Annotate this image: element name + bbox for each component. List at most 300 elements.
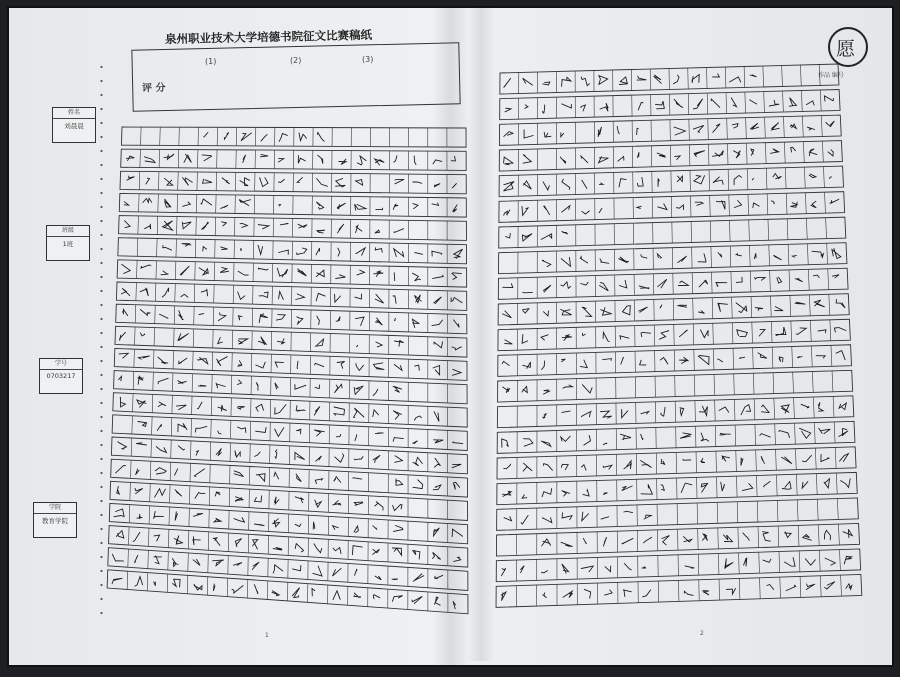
handwritten-glyph xyxy=(523,362,531,368)
handwritten-glyph xyxy=(767,585,774,590)
handwritten-glyph xyxy=(698,254,706,262)
grid-cell-divider xyxy=(728,169,729,190)
handwritten-glyph xyxy=(433,552,441,559)
handwritten-glyph xyxy=(643,590,651,597)
handwritten-glyph xyxy=(316,293,325,301)
handwritten-glyph xyxy=(524,181,532,189)
handwritten-glyph xyxy=(336,179,346,187)
handwritten-glyph xyxy=(619,179,626,187)
grid-cell-divider xyxy=(838,524,839,545)
grid-cell-divider xyxy=(137,238,138,256)
grid-cell-divider xyxy=(713,349,714,370)
handwritten-glyph xyxy=(333,501,341,505)
handwritten-glyph xyxy=(317,316,320,325)
grid-cell-divider xyxy=(820,90,821,111)
handwritten-glyph xyxy=(116,531,124,539)
handwritten-glyph xyxy=(674,75,680,84)
handwritten-glyph xyxy=(338,248,340,256)
handwritten-glyph xyxy=(259,314,268,323)
handwritten-glyph xyxy=(221,247,228,250)
class-box-value: 1班 xyxy=(62,240,74,248)
handwritten-glyph xyxy=(215,492,220,496)
handwritten-glyph xyxy=(544,390,550,394)
handwritten-glyph xyxy=(504,182,515,191)
handwritten-glyph xyxy=(656,101,665,109)
handwritten-glyph xyxy=(524,130,533,138)
grid-cell-divider xyxy=(833,396,834,417)
handwritten-glyph xyxy=(161,271,169,275)
handwritten-glyph xyxy=(375,294,383,303)
handwritten-glyph xyxy=(678,256,687,262)
handwritten-glyph xyxy=(238,292,245,300)
handwritten-glyph xyxy=(412,596,422,603)
handwritten-glyph xyxy=(737,330,748,337)
grid-cell-divider xyxy=(734,374,735,395)
handwritten-glyph xyxy=(541,335,548,340)
handwritten-glyph xyxy=(298,269,307,276)
grid-cell-divider xyxy=(139,171,140,189)
handwritten-glyph xyxy=(312,589,315,596)
handwritten-glyph xyxy=(218,337,223,343)
handwritten-glyph xyxy=(639,286,649,289)
handwritten-glyph xyxy=(730,77,741,82)
handwritten-glyph xyxy=(736,303,747,313)
handwritten-glyph xyxy=(144,157,155,163)
handwritten-glyph xyxy=(333,548,341,554)
handwritten-glyph xyxy=(354,502,362,505)
seal-caption: 作品 编号 xyxy=(818,72,844,79)
handwritten-glyph xyxy=(543,413,547,418)
handwritten-glyph xyxy=(605,590,613,595)
grid-cell-divider xyxy=(831,345,832,366)
grid-cell-divider xyxy=(811,346,812,367)
handwritten-glyph xyxy=(834,328,846,332)
handwritten-glyph xyxy=(561,309,572,315)
handwritten-glyph xyxy=(434,458,440,467)
handwritten-glyph xyxy=(523,155,531,164)
handwritten-glyph xyxy=(413,480,423,489)
grid-cell-divider xyxy=(840,550,841,571)
handwritten-glyph xyxy=(136,469,140,475)
handwritten-glyph xyxy=(503,311,512,318)
handwritten-glyph xyxy=(120,398,125,408)
grid-cell-divider xyxy=(149,506,150,524)
handwritten-glyph xyxy=(844,556,851,564)
handwritten-glyph xyxy=(722,456,729,461)
handwritten-glyph xyxy=(163,221,173,230)
handwritten-glyph xyxy=(753,203,759,208)
handwritten-glyph xyxy=(194,469,204,477)
handwritten-glyph xyxy=(216,449,221,456)
handwritten-glyph xyxy=(183,178,193,186)
handwritten-glyph xyxy=(580,360,587,368)
handwritten-glyph xyxy=(354,526,358,533)
handwritten-glyph xyxy=(734,151,741,158)
handwritten-glyph xyxy=(273,565,283,573)
handwritten-glyph xyxy=(243,155,246,163)
handwritten-glyph xyxy=(599,76,608,85)
handwritten-glyph xyxy=(581,566,593,572)
handwritten-glyph xyxy=(238,316,242,321)
grid-cell-divider xyxy=(747,169,748,190)
handwritten-glyph xyxy=(599,183,603,184)
grid-cell-divider xyxy=(140,149,141,167)
grid-cell-divider xyxy=(787,219,788,240)
grid-cell-divider xyxy=(738,527,739,548)
handwritten-glyph xyxy=(315,339,323,346)
handwritten-glyph xyxy=(637,128,639,134)
handwritten-glyph xyxy=(314,406,320,415)
handwritten-glyph xyxy=(560,157,565,163)
handwritten-glyph xyxy=(763,532,771,542)
handwritten-glyph xyxy=(238,271,248,275)
handwritten-glyph xyxy=(563,591,572,597)
handwritten-glyph xyxy=(544,132,551,137)
grid-cell-divider xyxy=(755,424,756,445)
handwritten-glyph xyxy=(158,378,168,384)
handwritten-glyph xyxy=(839,403,846,410)
grid-cell-divider xyxy=(714,374,715,395)
handwritten-glyph xyxy=(830,177,832,179)
handwritten-glyph xyxy=(165,199,171,207)
handwritten-glyph xyxy=(253,540,258,550)
handwritten-glyph xyxy=(813,275,819,277)
grid-cell-divider xyxy=(820,576,821,597)
handwritten-glyph xyxy=(622,538,633,544)
grid-cell-divider xyxy=(750,271,751,292)
handwritten-glyph xyxy=(641,461,652,468)
handwritten-glyph xyxy=(562,491,570,497)
handwritten-glyph xyxy=(413,457,422,466)
handwritten-glyph xyxy=(356,317,365,326)
handwritten-glyph xyxy=(601,308,612,316)
grid-cell-divider xyxy=(826,218,827,239)
handwritten-glyph xyxy=(275,428,284,437)
grid-cell-divider xyxy=(154,328,155,346)
grid-cell-divider xyxy=(156,261,157,279)
handwritten-glyph xyxy=(316,202,323,209)
handwritten-glyph xyxy=(795,302,806,304)
handwritten-glyph xyxy=(373,526,377,530)
grid-cell-divider xyxy=(159,149,160,167)
handwritten-glyph xyxy=(736,254,742,256)
grid-cell-divider xyxy=(795,449,796,470)
handwritten-glyph xyxy=(240,223,247,227)
handwritten-glyph xyxy=(724,535,733,542)
handwritten-glyph xyxy=(175,469,178,476)
handwritten-glyph xyxy=(562,513,572,520)
handwritten-glyph xyxy=(501,568,505,575)
handwritten-glyph xyxy=(543,464,552,471)
handwritten-glyph xyxy=(297,248,307,255)
grid-cell-divider xyxy=(815,448,816,469)
handwritten-glyph xyxy=(140,288,148,296)
handwritten-glyph xyxy=(544,206,550,215)
handwritten-glyph xyxy=(235,539,241,547)
handwritten-glyph xyxy=(258,337,266,345)
grid-cell-divider xyxy=(739,553,740,574)
handwritten-glyph xyxy=(637,76,646,80)
handwritten-glyph xyxy=(617,126,619,133)
grid-cell-divider xyxy=(825,192,826,213)
handwritten-glyph xyxy=(235,497,243,502)
handwritten-glyph xyxy=(584,436,591,446)
handwritten-glyph xyxy=(695,202,703,205)
handwritten-glyph xyxy=(725,559,733,569)
handwritten-glyph xyxy=(117,486,120,494)
handwritten-glyph xyxy=(721,482,725,491)
handwritten-glyph xyxy=(375,230,379,233)
handwritten-glyph xyxy=(601,517,609,519)
handwritten-glyph xyxy=(261,135,267,142)
handwritten-glyph xyxy=(120,332,126,340)
handwritten-glyph xyxy=(256,474,265,481)
grid-cell-divider xyxy=(789,270,790,291)
handwritten-glyph xyxy=(657,153,665,157)
handwritten-glyph xyxy=(220,268,229,273)
grid-cell-divider xyxy=(157,216,158,234)
handwritten-glyph xyxy=(193,559,200,565)
handwritten-glyph xyxy=(453,482,459,489)
handwritten-glyph xyxy=(135,577,143,587)
grid-cell-divider xyxy=(727,144,728,165)
handwritten-glyph xyxy=(674,99,683,107)
handwritten-glyph xyxy=(154,535,160,541)
handwritten-glyph xyxy=(521,516,528,525)
handwritten-glyph xyxy=(184,154,191,162)
handwritten-glyph xyxy=(277,339,284,344)
handwritten-glyph xyxy=(542,361,545,370)
handwritten-glyph xyxy=(660,358,668,365)
handwritten-glyph xyxy=(297,429,301,434)
grid-cell-divider xyxy=(763,66,764,87)
handwritten-glyph xyxy=(796,328,806,335)
handwritten-glyph xyxy=(505,108,511,112)
handwritten-glyph xyxy=(543,182,549,190)
handwritten-glyph xyxy=(278,159,283,162)
college-box-value: 教育学院 xyxy=(42,517,68,525)
handwritten-glyph xyxy=(295,452,305,459)
grid-cell-divider xyxy=(733,348,734,369)
handwritten-glyph xyxy=(393,386,402,392)
handwritten-glyph xyxy=(193,537,200,545)
handwritten-glyph xyxy=(759,330,765,337)
handwritten-glyph xyxy=(751,149,754,155)
grid-cell-divider xyxy=(770,270,771,291)
grid-cell-divider xyxy=(732,323,733,344)
handwritten-glyph xyxy=(197,402,202,409)
handwritten-glyph xyxy=(825,582,835,590)
handwritten-glyph xyxy=(582,211,590,214)
handwritten-glyph xyxy=(376,208,383,210)
handwritten-glyph xyxy=(839,429,848,437)
handwritten-glyph xyxy=(624,461,631,469)
grid-cell-divider xyxy=(753,373,754,394)
handwritten-glyph xyxy=(523,78,533,85)
left-page-grid xyxy=(107,127,468,614)
grid-cell-divider xyxy=(746,143,747,164)
grid-cell-divider xyxy=(777,500,778,521)
handwritten-glyph xyxy=(543,105,545,113)
handwritten-glyph xyxy=(603,465,612,469)
handwritten-glyph xyxy=(641,434,643,440)
handwritten-glyph xyxy=(275,450,277,458)
handwritten-glyph xyxy=(313,522,315,529)
handwritten-glyph xyxy=(173,579,181,587)
handwritten-glyph xyxy=(775,307,783,311)
handwritten-glyph xyxy=(392,548,401,555)
handwritten-glyph xyxy=(433,160,442,164)
handwritten-glyph xyxy=(175,512,177,521)
handwritten-glyph xyxy=(522,387,527,393)
handwritten-glyph xyxy=(800,428,811,438)
handwritten-glyph xyxy=(224,133,228,140)
handwritten-glyph xyxy=(183,202,191,206)
handwritten-glyph xyxy=(180,266,189,275)
handwritten-glyph xyxy=(337,362,345,369)
handwritten-glyph xyxy=(836,351,845,360)
handwritten-glyph xyxy=(525,105,528,108)
handwritten-glyph xyxy=(199,268,208,275)
handwritten-glyph xyxy=(432,203,439,205)
grid-cell-divider xyxy=(732,297,733,318)
grid-cell-divider xyxy=(760,578,761,599)
handwritten-glyph xyxy=(135,488,143,493)
handwritten-glyph xyxy=(213,584,215,591)
handwritten-glyph xyxy=(434,412,439,422)
handwritten-glyph xyxy=(318,155,323,164)
handwritten-glyph xyxy=(355,204,366,210)
handwritten-glyph xyxy=(315,479,322,484)
grid-cell-divider xyxy=(132,416,133,434)
grid-cell-divider xyxy=(794,398,795,419)
handwritten-glyph xyxy=(693,125,703,132)
handwritten-glyph xyxy=(718,359,723,362)
handwritten-glyph xyxy=(255,452,261,456)
handwritten-glyph xyxy=(454,249,463,258)
handwritten-glyph xyxy=(275,405,286,414)
grid-cell-divider xyxy=(139,194,140,212)
handwritten-glyph xyxy=(375,159,385,165)
handwritten-glyph xyxy=(317,133,324,142)
handwritten-glyph xyxy=(240,178,250,186)
grid-cell-divider xyxy=(780,577,781,598)
handwritten-glyph xyxy=(678,281,688,285)
handwritten-glyph xyxy=(741,405,750,415)
grid-cell-divider xyxy=(765,117,766,138)
handwritten-glyph xyxy=(832,275,839,278)
handwritten-glyph xyxy=(640,360,646,365)
handwritten-glyph xyxy=(801,404,809,408)
handwritten-glyph xyxy=(562,359,566,362)
grid-cell-divider xyxy=(788,244,789,265)
handwritten-glyph xyxy=(657,254,661,258)
page-number-right: 2 xyxy=(700,630,704,637)
handwritten-glyph xyxy=(677,176,682,182)
grid-cell-divider xyxy=(764,92,765,113)
handwritten-glyph xyxy=(684,537,692,542)
handwritten-glyph xyxy=(603,493,607,495)
handwritten-glyph xyxy=(237,406,245,409)
handwritten-glyph xyxy=(764,481,770,487)
handwritten-glyph xyxy=(524,439,533,447)
grid-cell-divider xyxy=(804,167,805,188)
handwritten-glyph xyxy=(542,260,551,266)
grid-cell-divider xyxy=(803,142,804,163)
grid-cell-divider xyxy=(841,575,842,596)
handwritten-glyph xyxy=(736,277,742,282)
handwritten-glyph xyxy=(352,546,362,555)
handwritten-glyph xyxy=(373,549,380,554)
handwritten-glyph xyxy=(562,206,570,213)
handwritten-glyph xyxy=(125,221,131,228)
handwritten-glyph xyxy=(506,233,511,238)
grid-cell-divider xyxy=(158,172,159,190)
handwritten-glyph xyxy=(413,574,424,582)
grid-cell-divider xyxy=(130,482,131,500)
handwritten-glyph xyxy=(122,264,131,273)
grid-cell-divider xyxy=(133,371,134,389)
grid-cell-divider xyxy=(718,528,719,549)
handwritten-glyph xyxy=(295,385,306,390)
handwritten-glyph xyxy=(336,434,341,436)
handwritten-glyph xyxy=(542,571,548,573)
handwritten-glyph xyxy=(374,363,385,370)
grid-cell-divider xyxy=(798,525,799,546)
handwritten-glyph xyxy=(802,455,811,461)
handwritten-glyph xyxy=(543,82,550,85)
handwritten-glyph xyxy=(699,311,705,314)
handwritten-glyph xyxy=(452,464,461,467)
handwritten-glyph xyxy=(542,539,551,546)
handwritten-glyph xyxy=(434,342,442,348)
handwritten-glyph xyxy=(795,279,802,282)
handwritten-glyph xyxy=(701,433,709,441)
handwritten-glyph xyxy=(121,288,129,295)
handwritten-glyph xyxy=(195,426,207,432)
handwritten-glyph xyxy=(584,589,590,598)
handwritten-glyph xyxy=(760,434,770,438)
handwritten-glyph xyxy=(807,127,815,130)
handwritten-glyph xyxy=(298,224,307,228)
grid-cell-divider xyxy=(737,502,738,523)
handwritten-glyph xyxy=(452,183,456,188)
handwritten-glyph xyxy=(258,245,263,254)
grid-cell-divider xyxy=(710,221,711,242)
handwritten-glyph xyxy=(716,201,725,210)
handwritten-glyph xyxy=(562,77,571,86)
handwritten-glyph xyxy=(675,156,681,160)
handwritten-glyph xyxy=(580,257,588,263)
grid-cell-divider xyxy=(782,66,783,87)
handwritten-glyph xyxy=(713,74,720,77)
handwritten-glyph xyxy=(279,205,281,206)
grid-cell-divider xyxy=(812,371,813,392)
handwritten-glyph xyxy=(680,330,688,337)
handwritten-glyph xyxy=(176,405,186,410)
grid-cell-divider xyxy=(745,92,746,113)
handwritten-glyph xyxy=(694,176,705,184)
handwritten-glyph xyxy=(811,201,817,208)
handwritten-glyph xyxy=(273,519,279,527)
handwritten-glyph xyxy=(644,515,651,519)
handwritten-glyph xyxy=(824,479,829,488)
handwritten-glyph xyxy=(603,332,609,341)
grid-cell-divider xyxy=(754,399,755,420)
handwritten-glyph xyxy=(413,273,421,281)
handwritten-glyph xyxy=(272,591,279,596)
grid-cell-divider xyxy=(835,447,836,468)
